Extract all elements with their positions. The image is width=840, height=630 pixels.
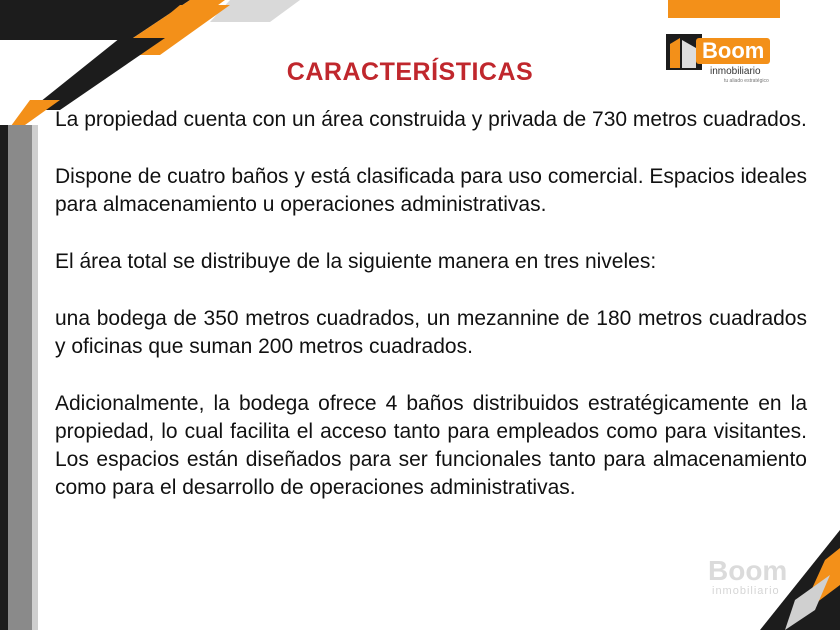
watermark-logo [708, 555, 808, 605]
left-light-bar [32, 125, 38, 630]
paragraph-distribucion: una bodega de 350 metros cuadrados, un mezannine de 180 metros cuadrados y oficinas que suman 200 metros cuadrados. [55, 307, 807, 358]
slide-title: CARACTERÍSTICAS [286, 58, 534, 86]
corner-gray-stripe [210, 0, 300, 22]
logo-tagline: tu aliado estratégico [724, 78, 769, 84]
left-dark-bar [0, 125, 8, 630]
logo-subtitle: inmobiliario [710, 66, 761, 77]
paragraph-niveles: El área total se distribuye de la siguiente manera en tres niveles: [55, 250, 657, 273]
slide-body [55, 106, 807, 531]
paragraph-adicional: Adicionalmente, la bodega ofrece 4 baños distribuidos estratégicamente en la propiedad, lo cual facilita el acceso tanto para empleados como para visitantes. Los espacios están diseñados para ser funcionales tanto para almacenamiento como para el desarrollo de operaciones administrativas. [55, 392, 807, 499]
paragraph-banos: Dispone de cuatro baños y está clasificada para uso comercial. Espacios ideales para almacenamiento u operaciones administrativas. [55, 165, 807, 216]
brand-logo [666, 30, 786, 90]
watermark-subtitle: inmobiliario [712, 585, 780, 597]
logo-brand-text: Boom [696, 38, 770, 64]
left-gray-bar [8, 125, 32, 630]
top-right-orange-bar [668, 0, 780, 18]
paragraph-area: La propiedad cuenta con un área construida y privada de 730 metros cuadrados. [55, 108, 807, 131]
watermark-brand: Boom [708, 555, 788, 586]
